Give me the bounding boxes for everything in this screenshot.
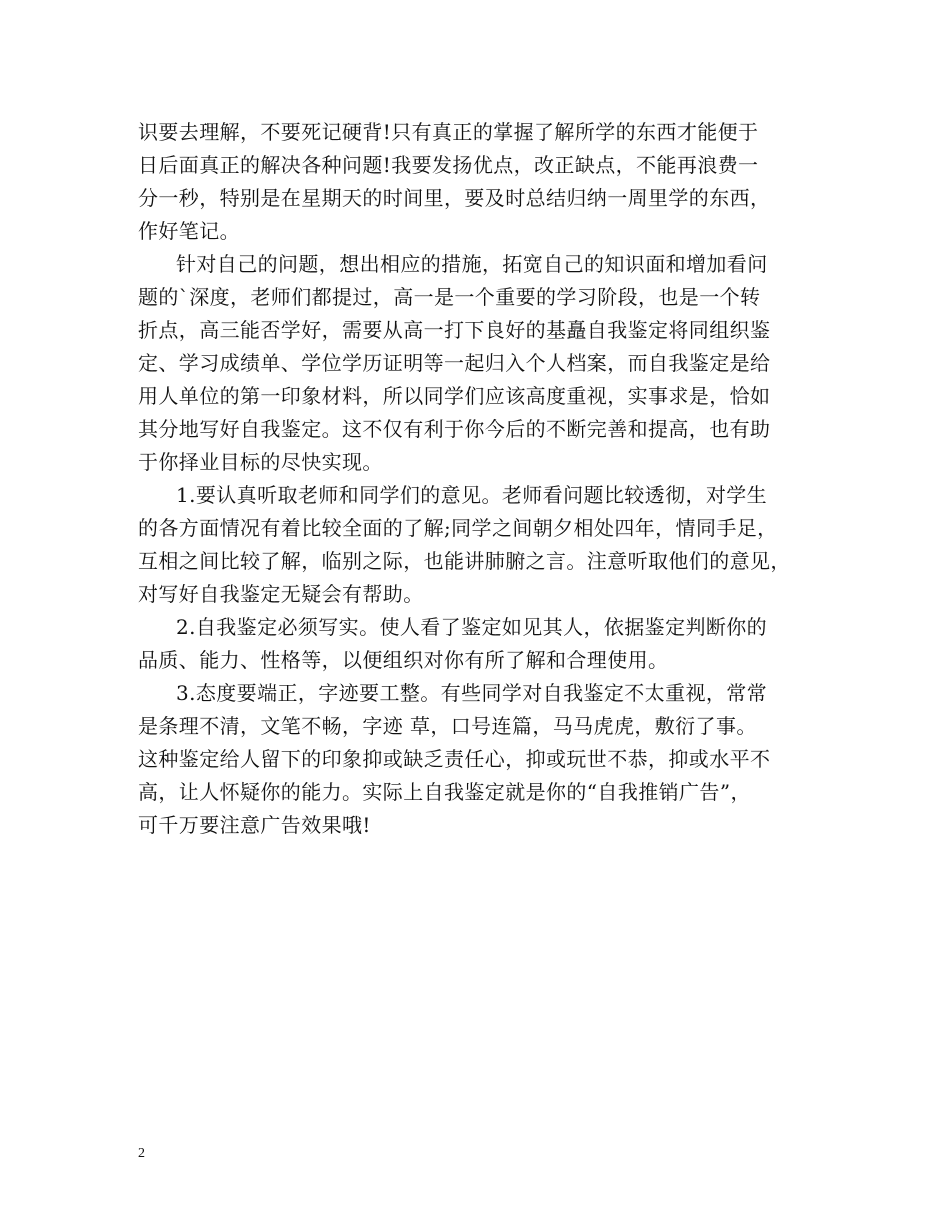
text-line: 定、学习成绩单、学位学历证明等一起归入个人档案，而自我鉴定是给	[138, 351, 771, 375]
text-line: 品质、能力、性格等，以便组织对你有所了解和合理使用。	[138, 648, 669, 672]
text-line: 互相之间比较了解，临别之际，也能讲肺腑之言。注意听取他们的意见，	[138, 549, 791, 573]
text-line: 折点，高三能否学好，需要从高一打下良好的基矗自我鉴定将同组织鉴	[138, 318, 771, 342]
text-line: 用人单位的第一印象材料，所以同学们应该高度重视，实事求是，恰如	[138, 384, 771, 408]
text-line: 的各方面情况有着比较全面的了解;同学之间朝夕相处四年，情同手足，	[138, 516, 778, 540]
text-line: 高，让人怀疑你的能力。实际上自我鉴定就是你的“自我推销广告”，	[138, 780, 751, 804]
document-body	[138, 116, 814, 842]
text-line: 针对自己的问题，想出相应的措施，拓宽自己的知识面和增加看问	[176, 252, 768, 276]
text-line: 分一秒，特别是在星期天的时间里，要及时总结归纳一周里学的东西，	[138, 186, 771, 210]
text-line: 题的`深度，老师们都提过，高一是一个重要的学习阶段，也是一个转	[138, 285, 761, 309]
paragraph-5	[138, 677, 814, 842]
text-line: 2.自我鉴定必须写实。使人看了鉴定如见其人，依据鉴定判断你的	[176, 615, 768, 639]
text-line: 其分地写好自我鉴定。这不仅有利于你今后的不断完善和提高，也有助	[138, 417, 771, 441]
text-line: 对写好自我鉴定无疑会有帮助。	[138, 582, 424, 606]
text-line: 日后面真正的解决各种问题!我要发扬优点，改正缺点，不能再浪费一	[138, 153, 759, 177]
text-line: 识要去理解，不要死记硬背!只有真正的掌握了解所学的东西才能便于	[138, 120, 759, 144]
paragraph-1	[138, 116, 814, 248]
text-line: 3.态度要端正，字迹要工整。有些同学对自我鉴定不太重视，常常	[176, 681, 768, 705]
page-number: 2	[138, 1146, 145, 1161]
text-line: 1.要认真听取老师和同学们的意见。老师看问题比较透彻，对学生	[176, 483, 768, 507]
text-line: 是条理不清，文笔不畅，字迹 草，口号连篇，马马虎虎，敷衍了事。	[138, 714, 757, 738]
text-line: 可千万要注意广告效果哦!	[138, 813, 371, 837]
paragraph-2	[138, 248, 814, 479]
paragraph-3	[138, 479, 814, 611]
text-line: 作好笔记。	[138, 219, 240, 243]
paragraph-4	[138, 611, 814, 677]
text-line: 这种鉴定给人留下的印象抑或缺乏责任心，抑或玩世不恭，抑或水平不	[138, 747, 771, 771]
text-line: 于你择业目标的尽快实现。	[138, 450, 383, 474]
